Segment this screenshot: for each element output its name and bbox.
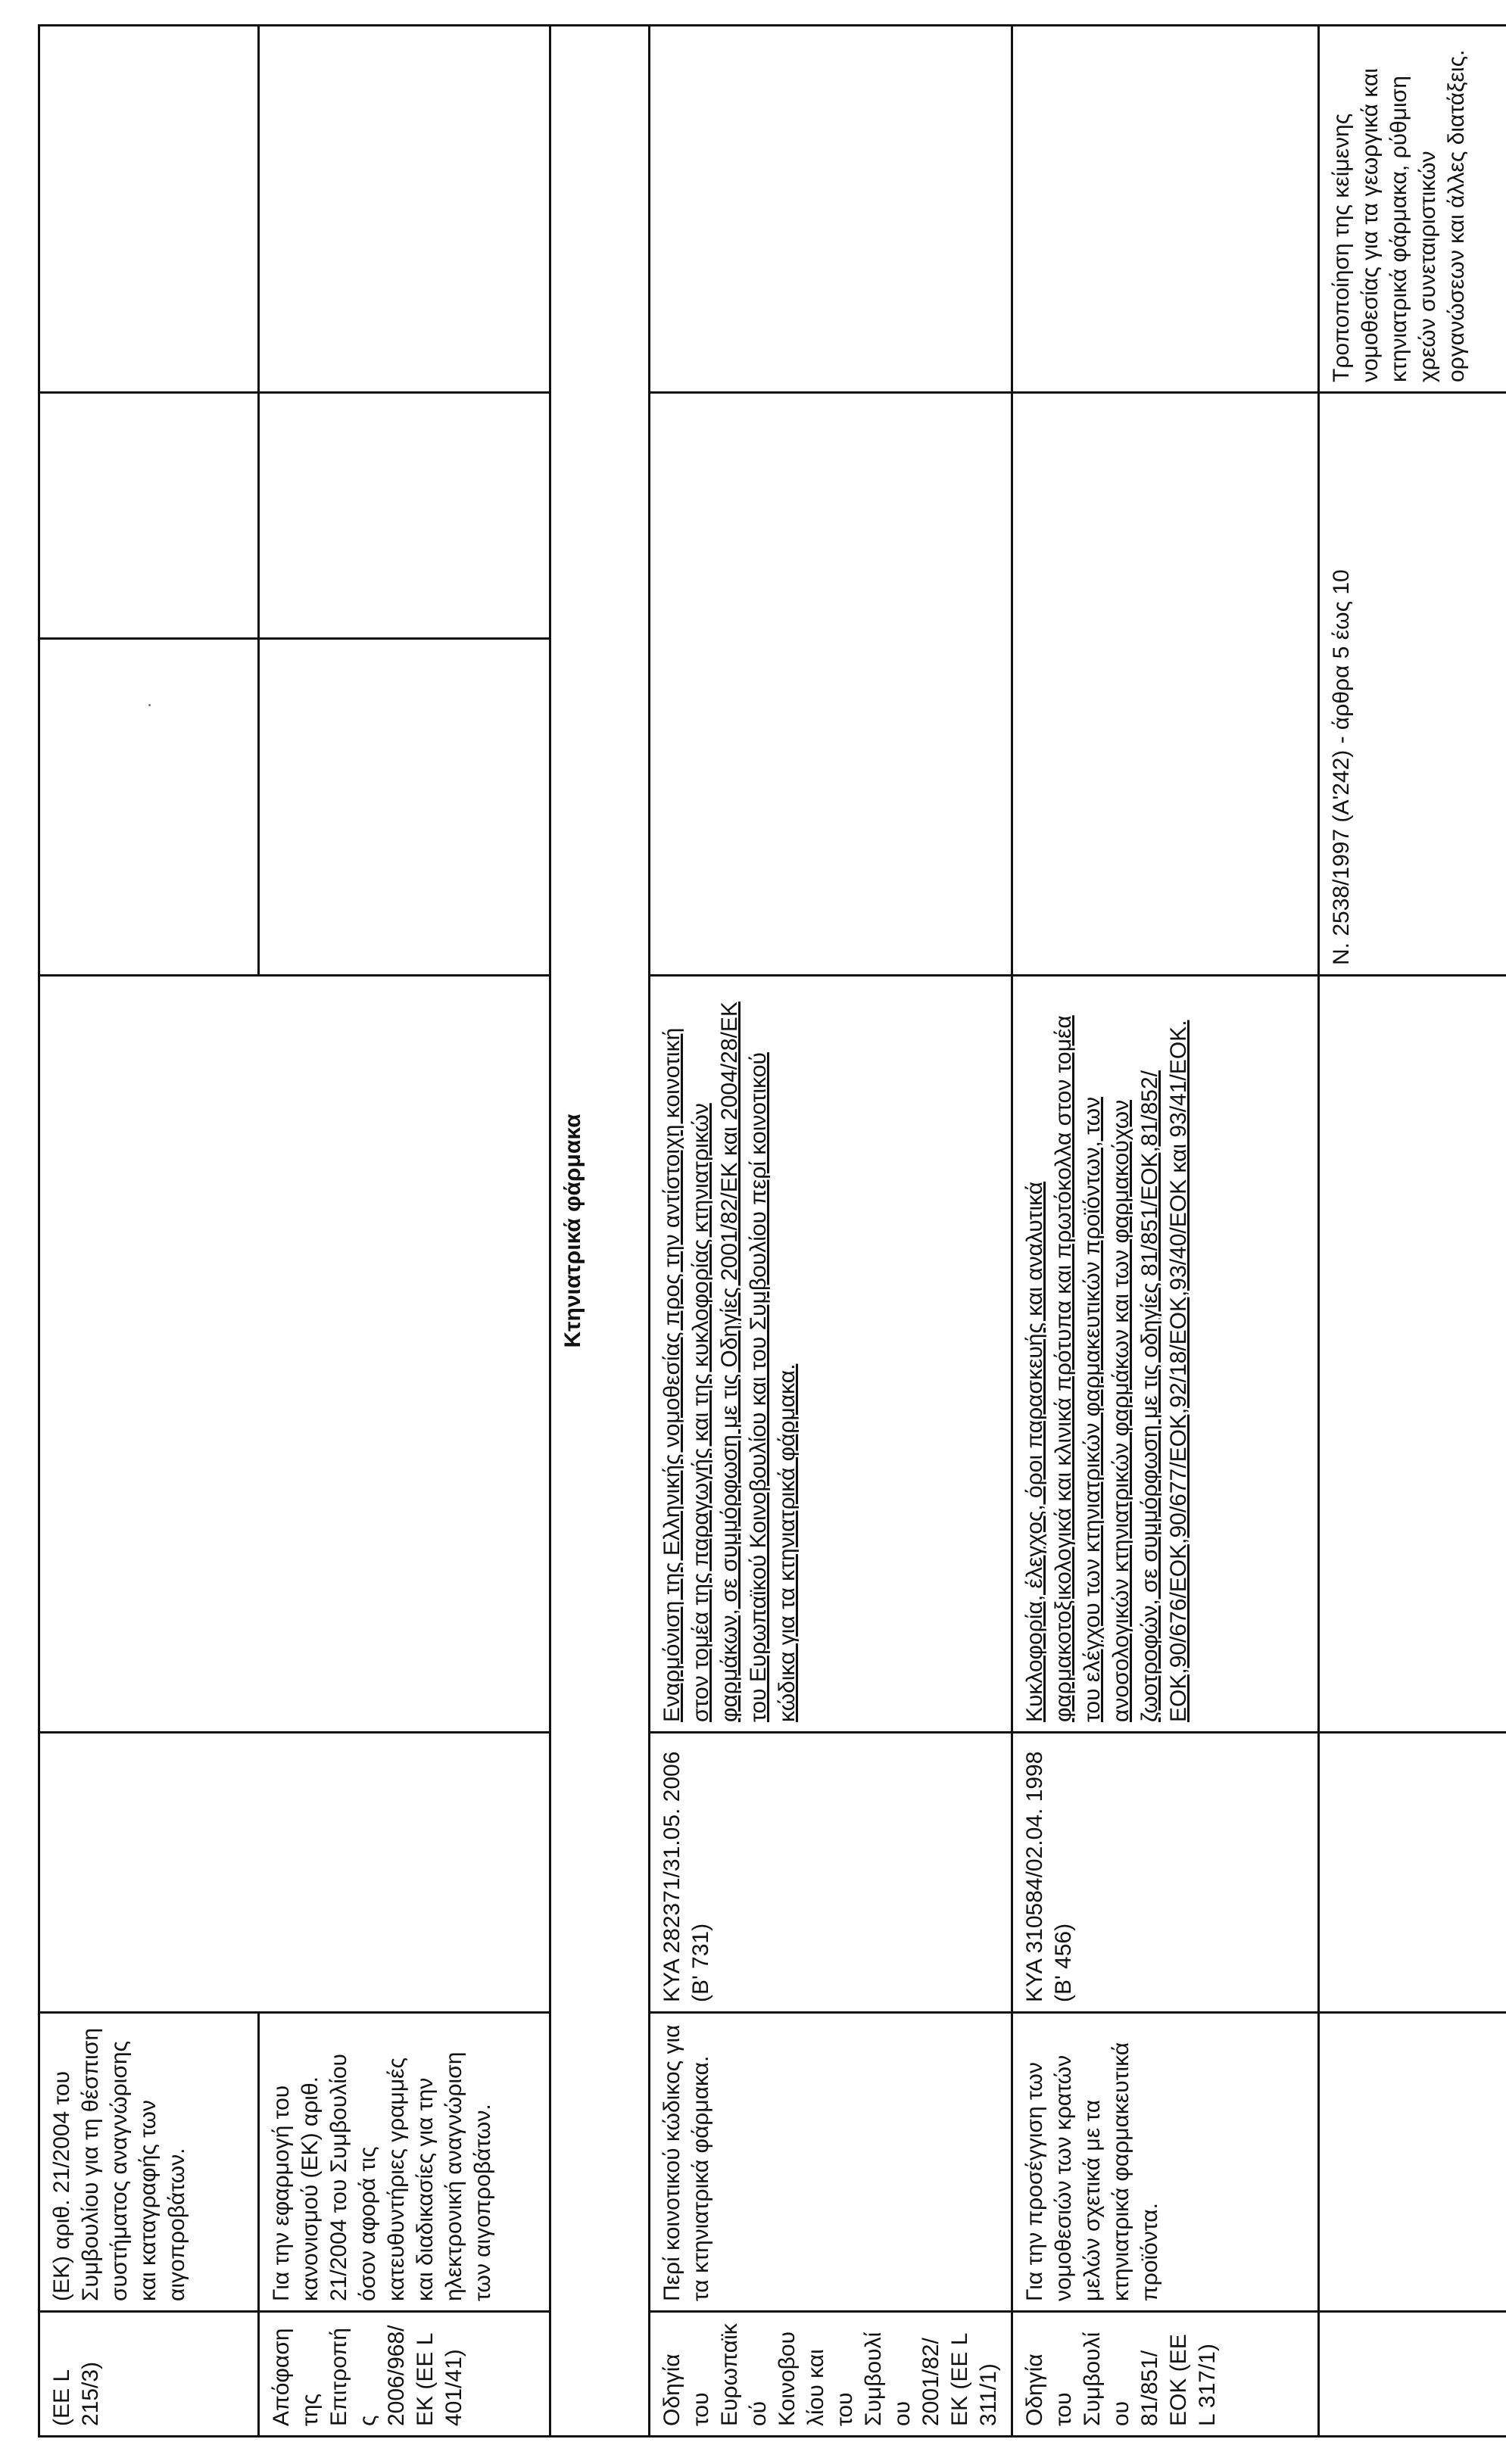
law-cell: [259, 639, 550, 976]
law-cell: Ν. 2538/1997 (Α'242) - άρθρα 5 έως 10: [1319, 393, 1506, 976]
law-cell: [39, 639, 259, 976]
content-cell: Εναρμόνιση της Ελληνικής νομοθεσίας προς την αντίστοιχη κοινοτική στον τομέα της παραγωγής και της κυκλοφορίας κτηνιατρικών φαρμάκων, σε συμμόρφωση με τις Οδηγίες 2001/82/ΕΚ και 2004/28/ΕΚ του Ευρωπαϊκού Κοινοβουλίου και του Συμβουλίου περί κοινοτικού κώδικα για τα κτηνιατρικά φάρμακα.: [650, 976, 1012, 1733]
table-row: [650, 26, 1012, 2437]
title-cell: Για την εφαρμογή του κανονισμού (ΕΚ) αριθ. 21/2004 του Συμβουλίου όσον αφορά τις κατευθυντήριες γραμμές και διαδικασίες για την ηλεκτρονική αναγνώριση των αιγοπροβάτων.: [259, 2013, 550, 2312]
notes-cell: [259, 26, 550, 393]
table-row: [1319, 26, 1506, 2437]
title-cell: [1319, 2013, 1506, 2312]
notes-cell: [650, 26, 1012, 393]
title-cell: (ΕΚ) αριθ. 21/2004 του Συμβουλίου για τη θέσπιση συστήματος αναγνώρισης και καταγραφής των αιγοπροβάτων.: [39, 2013, 259, 2312]
title-cell: Για την προσέγγιση των νομοθεσιών των κρατών μελών σχετικά με τα κτηνιατρικά φαρμακευτικά προϊόντα.: [1012, 2013, 1319, 2312]
notes-cell: [1012, 26, 1319, 393]
table-row: [1012, 26, 1319, 2437]
table-row: [39, 26, 259, 2437]
law-cell: [1012, 393, 1319, 976]
act-cell: (ΕΕ L 215/3): [39, 2312, 259, 2437]
content-cell: [1319, 976, 1506, 1733]
scan-speck: [148, 704, 151, 706]
law-cell: [39, 393, 259, 639]
section-row: [550, 26, 650, 2437]
ref-cell: [1319, 1733, 1506, 2013]
act-cell: Απόφαση της Επιτροπής 2006/968/ΕΚ (ΕΕ L 401/41): [259, 2312, 550, 2437]
content-cell: [39, 976, 550, 1733]
ref-cell: [39, 1733, 550, 2013]
content-cell: Κυκλοφορία, έλεγχος, όροι παρασκευής και αναλυτικά φαρμακοτοξικολογικά και κλινικά πρότυπα και πρωτόκολλα στον τομέα του ελέγχου των κτηνιατρικών φαρμακευτικών προϊόντων, των ανοσολογικών κτηνιατρικών φαρμάκων και των φαρμακούχων ζωοτροφών, σε συμμόρφωση με τις οδηγίες 81/851/ΕΟΚ,81/852/ΕΟΚ,90/676/ΕΟΚ,90/677/ΕΟΚ,92/18/ΕΟΚ,93/40/ΕΟΚ και 93/41/ΕΟΚ.: [1012, 976, 1319, 1733]
notes-cell: [39, 26, 259, 393]
law-cell: [650, 393, 1012, 976]
act-cell: Οδηγία του Συμβουλίου 81/851/ΕΟΚ (ΕΕ L 317/1): [1012, 2312, 1319, 2437]
section-title: Κτηνιατρικά φάρμακα: [550, 26, 650, 2437]
rotated-table-sheet: [38, 26, 1469, 2438]
act-cell: Οδηγία του Ευρωπαϊκού Κοινοβουλίου και του Συμβουλίου 2001/82/ΕΚ (ΕΕ L 311/1): [650, 2312, 1012, 2437]
law-cell: [259, 393, 550, 639]
legislation-table: [38, 24, 1506, 2438]
act-cell: [1319, 2312, 1506, 2437]
ref-cell: ΚΥΑ 310584/02.04. 1998 (Β' 456): [1012, 1733, 1319, 2013]
title-cell: Περί κοινοτικού κώδικος για τα κτηνιατρικά φάρμακα.: [650, 2013, 1012, 2312]
ref-cell: ΚΥΑ 282371/31.05. 2006 (Β' 731): [650, 1733, 1012, 2013]
notes-cell: Τροποποίηση της κείμενης νομοθεσίας για τα γεωργικά και κτηνιατρικά φάρμακα, ρύθμιση χρεών συνεταιριστικών οργανώσεων και άλλες διατάξεις.: [1319, 26, 1506, 393]
